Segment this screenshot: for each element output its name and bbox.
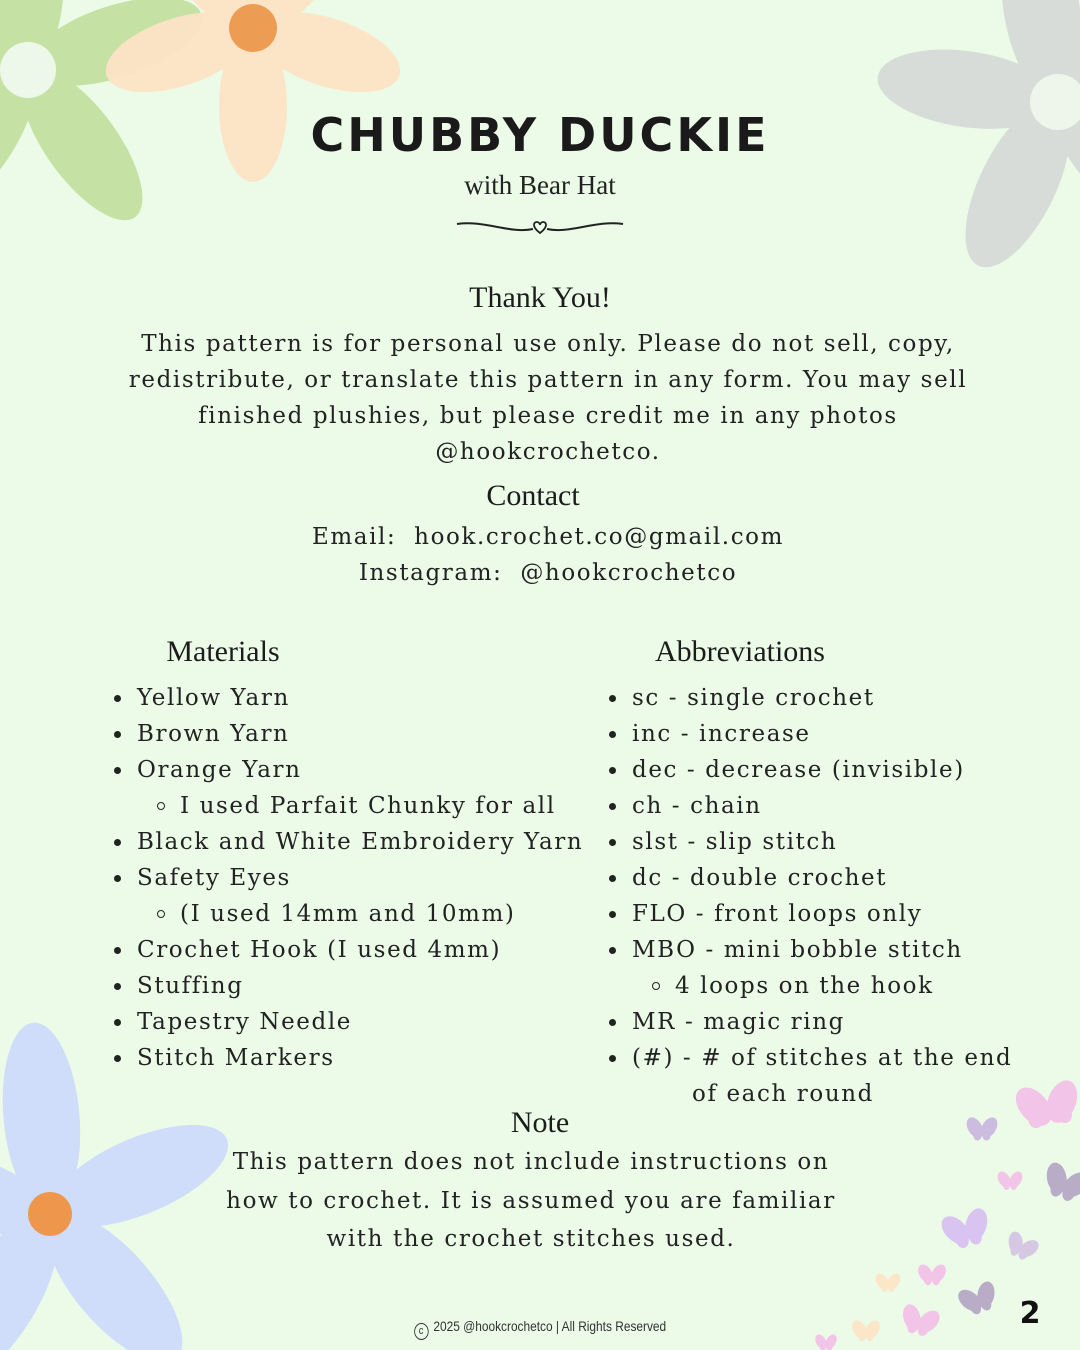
note-line: how to crochet. It is assumed you are familiar: [226, 1187, 836, 1214]
list-item: dc - double crochet: [605, 860, 1012, 896]
list-item: ch - chain: [605, 788, 1012, 824]
list-item: Yellow Yarn: [110, 680, 583, 716]
note-line: This pattern does not include instructions on: [232, 1149, 830, 1175]
list-item: Stuffing: [110, 968, 583, 1004]
list-item-continuation: of each round: [692, 1081, 874, 1107]
copyright-footer: [81, 1318, 999, 1340]
email-link[interactable]: hook.crochet.co@gmail.com: [414, 524, 785, 550]
contact-info: [0, 519, 1080, 591]
materials-heading: Materials: [166, 635, 280, 668]
heart-divider-icon: [455, 218, 625, 238]
contact-instagram-row: [0, 555, 1080, 591]
list-item: FLO - front loops only: [605, 896, 1012, 932]
list-item: Black and White Embroidery Yarn: [110, 824, 583, 860]
abbreviations-list: [605, 680, 1012, 1112]
list-item: MR - magic ring: [605, 1004, 1012, 1040]
note-line: with the crochet stitches used.: [326, 1226, 736, 1252]
copyright-text: 2025 @hookcrochetco | All Rights Reserved: [433, 1318, 667, 1334]
instagram-link[interactable]: @hookcrochetco: [520, 560, 738, 586]
copyright-icon: c: [414, 1323, 428, 1340]
list-item: sc - single crochet: [605, 680, 1012, 716]
email-label: Email:: [311, 524, 397, 550]
notice-line: @hookcrochetco.: [435, 439, 661, 465]
thank-you-heading: Thank You!: [469, 281, 611, 314]
list-item: Stitch Markers: [110, 1040, 583, 1076]
contact-email-row: [0, 519, 1080, 555]
sub-list-item: I used Parfait Chunky for all: [110, 788, 583, 824]
page-subtitle: with Bear Hat: [464, 170, 616, 200]
usage-notice: [0, 326, 1080, 470]
list-item: Orange Yarn: [110, 752, 583, 788]
contact-heading: Contact: [486, 479, 580, 512]
list-item: dec - decrease (invisible): [605, 752, 1012, 788]
list-item: (#) - # of stitches at the end: [605, 1040, 1012, 1076]
list-item: slst - slip stitch: [605, 824, 1012, 860]
sub-list-item: (I used 14mm and 10mm): [110, 896, 583, 932]
instagram-label: Instagram:: [358, 560, 503, 586]
abbreviations-heading: Abbreviations: [655, 635, 825, 668]
notice-line: This pattern is for personal use only. Please do not sell, copy,: [141, 331, 955, 357]
notice-line: redistribute, or translate this pattern in any form. You may sell: [128, 367, 968, 393]
list-item: inc - increase: [605, 716, 1012, 752]
list-item: Brown Yarn: [110, 716, 583, 752]
page-number: 2: [1019, 1296, 1041, 1331]
list-item: Tapestry Needle: [110, 1004, 583, 1040]
list-item: Safety Eyes: [110, 860, 583, 896]
notice-line: finished plushies, but please credit me in any photos: [198, 403, 898, 429]
note-heading: Note: [510, 1106, 570, 1139]
sub-list-item: 4 loops on the hook: [605, 968, 1012, 1004]
list-item: Crochet Hook (I used 4mm): [110, 932, 583, 968]
list-item: MBO - mini bobble stitch: [605, 932, 1012, 968]
page-title: CHUBBY DUCKIE: [310, 108, 770, 162]
materials-list: [110, 680, 583, 1076]
note-text: [0, 1143, 1062, 1259]
